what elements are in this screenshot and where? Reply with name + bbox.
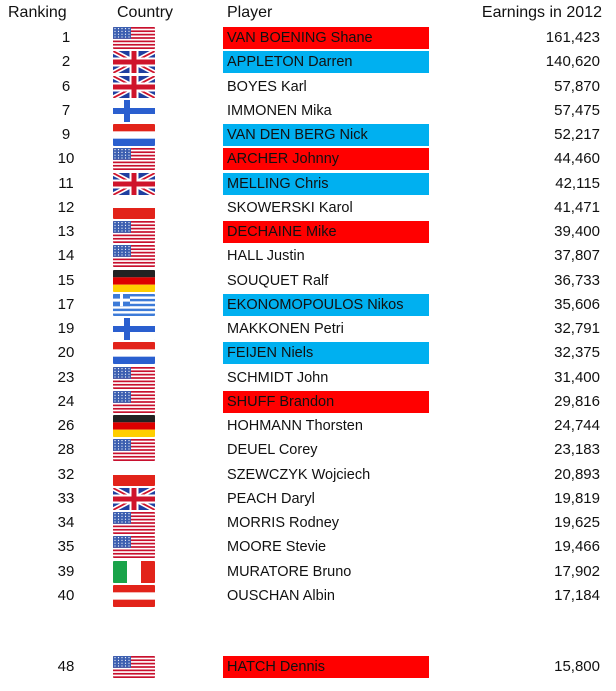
table-row [0,172,616,196]
earnings-cell: 39,400 [554,223,600,240]
earnings-cell: 161,423 [545,29,600,46]
header-country: Country [117,4,174,21]
earnings-cell: 36,733 [554,271,600,289]
usa-flag-icon [113,512,155,534]
poland-flag-icon [113,464,155,486]
finland-flag-icon [113,100,155,122]
ranking-cell: 33 [57,489,75,507]
earnings-cell: 32,375 [554,344,600,362]
player-cell: HATCH Dennis [223,656,429,678]
earnings-cell: 42,115 [555,174,600,192]
netherlands-flag-icon [113,342,155,364]
table-row [0,584,616,608]
earnings-cell: 41,471 [554,198,600,216]
player-cell: HALL Justin [227,248,305,265]
usa-flag-icon [113,148,155,170]
uk-flag-icon [113,173,155,195]
table-row [0,560,616,584]
earnings-cell: 19,466 [554,538,600,556]
ranking-cell: 2 [61,53,71,71]
uk-flag-icon [113,76,155,98]
usa-flag-icon [113,536,155,558]
player-cell: OUSCHAN Albin [227,587,335,604]
player-cell: MELLING Chris [223,173,429,195]
ranking-cell: 34 [57,514,75,531]
earnings-cell: 17,184 [554,586,600,604]
ranking-cell: 26 [57,417,75,434]
earnings-cell: 57,475 [554,101,600,119]
usa-flag-icon [113,245,155,267]
usa-flag-icon [113,27,155,49]
ranking-cell: 24 [57,392,75,410]
player-cell: VAN DEN BERG Nick [223,124,429,146]
table-row [0,50,616,74]
table-row [0,99,616,123]
earnings-cell: 20,893 [554,465,600,483]
ranking-cell: 7 [61,101,71,119]
table-row [0,366,616,390]
table-row [0,341,616,365]
earnings-cell: 140,620 [545,53,600,71]
player-cell: SCHMIDT John [227,369,329,386]
ranking-cell: 28 [57,441,75,459]
earnings-cell: 31,400 [554,368,600,386]
earnings-cell: 17,902 [554,562,600,580]
ranking-cell: 11 [58,174,74,192]
germany-flag-icon [113,415,155,437]
ranking-cell: 13 [57,223,75,240]
usa-flag-icon [113,656,155,678]
ranking-cell: 12 [57,198,75,216]
poland-flag-icon [113,197,155,219]
ranking-cell: 17 [57,295,75,313]
table-row [0,511,616,535]
player-cell: HOHMANN Thorsten [227,418,363,434]
player-cell: APPLETON Darren [223,51,429,73]
italy-flag-icon [113,561,155,583]
player-cell: MAKKONEN Petri [227,321,344,337]
ranking-cell: 19 [57,320,75,337]
player-cell: MOORE Stevie [227,539,327,556]
table-row [0,26,616,50]
earnings-cell: 44,460 [554,150,600,168]
usa-flag-icon [113,367,155,389]
table-row [0,220,616,244]
uk-flag-icon [113,51,155,73]
player-cell: IMMONEN Mika [227,102,332,119]
earnings-cell: 37,807 [554,247,600,265]
greece-flag-icon [113,294,155,316]
table-row [0,75,616,99]
earnings-cell: 23,183 [554,441,600,459]
player-cell: MORRIS Rodney [227,515,340,531]
earnings-cell: 19,819 [554,489,600,507]
player-cell: DECHAINE Mike [223,221,429,243]
earnings-cell: 57,870 [554,77,600,95]
player-cell: PEACH Daryl [227,490,315,507]
earnings-cell: 35,606 [554,295,600,313]
uk-flag-icon [113,488,155,510]
table-row [0,655,616,679]
usa-flag-icon [113,439,155,461]
earnings-cell: 32,791 [554,320,600,337]
finland-flag-icon [113,318,155,340]
ranking-cell: 39 [57,562,75,580]
table-row [0,535,616,559]
ranking-cell: 23 [57,368,75,386]
player-cell: MURATORE Bruno [227,563,352,580]
earnings-cell: 52,217 [554,126,600,143]
ranking-cell: 32 [57,465,75,483]
table-row [0,414,616,438]
header-earnings: Earnings in 2012 [481,4,602,21]
ranking-cell: 10 [57,150,75,168]
header-ranking: Ranking [8,4,67,21]
table-row [0,147,616,171]
ranking-cell: 14 [57,247,75,265]
player-cell: FEIJEN Niels [223,342,429,364]
player-cell: SZEWCZYK Wojciech [227,466,371,483]
player-cell: VAN BOENING Shane [223,27,429,49]
table-row [0,438,616,462]
usa-flag-icon [113,221,155,243]
table-row [0,196,616,220]
ranking-cell: 9 [61,126,71,143]
earnings-cell: 15,800 [554,658,600,675]
header-player: Player [227,4,273,21]
ranking-cell: 6 [61,77,71,95]
ranking-cell: 20 [57,344,75,362]
table-row [0,390,616,414]
ranking-cell: 35 [57,538,75,556]
table-row [0,487,616,511]
ranking-cell: 1 [61,29,71,46]
player-cell: BOYES Karl [227,78,307,95]
player-cell: SOUQUET Ralf [227,272,329,289]
player-cell: ARCHER Johnny [223,148,429,170]
ranking-cell: 48 [57,658,75,675]
table-row [0,244,616,268]
usa-flag-icon [113,391,155,413]
player-cell: DEUEL Corey [227,442,318,459]
earnings-cell: 24,744 [554,417,600,434]
player-cell: SKOWERSKI Karol [227,199,353,216]
ranking-cell: 40 [57,586,75,604]
table-row [0,123,616,147]
netherlands-flag-icon [113,124,155,146]
table-row [0,317,616,341]
table-row [0,293,616,317]
earnings-cell: 29,816 [554,392,600,410]
austria-flag-icon [113,585,155,607]
player-cell: EKONOMOPOULOS Nikos [223,294,429,316]
germany-flag-icon [113,270,155,292]
earnings-cell: 19,625 [554,514,600,531]
table-row [0,463,616,487]
ranking-cell: 15 [57,271,75,289]
table-row [0,269,616,293]
player-cell: SHUFF Brandon [223,391,429,413]
